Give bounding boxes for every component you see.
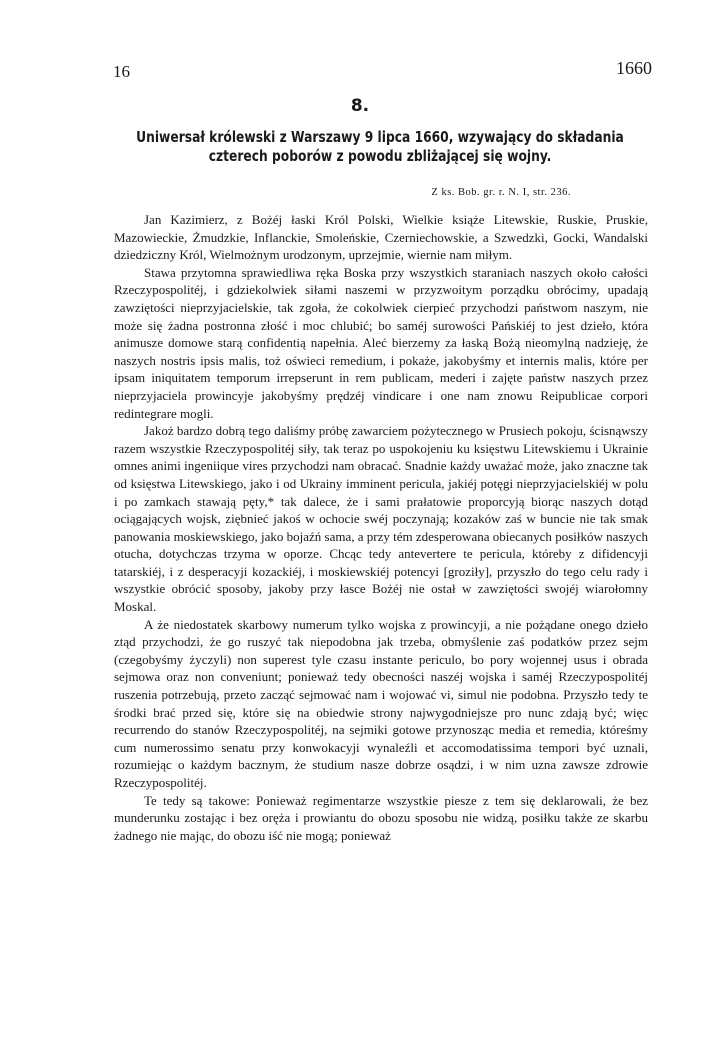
source-citation: Z ks. Bob. gr. r. N. I, str. 236. bbox=[431, 187, 571, 198]
page-number: 16 bbox=[113, 62, 130, 81]
paragraph: Stawa przytomna sprawiedliwa ręka Boska przy wszystkich staraniach naszych około całości Rzeczypospolitéj, i gdziekolwiek siłami naszemi w przyzwoitym porządku obrócimy, upadają zawziętości nieprzyjacielskie, tak zgoła, że cokolwiek cierpieć przychodzi państwom naszym, nie może się żadna postronna złość i moc chlubić; bo saméj surowości Pańskiéj to jest dzieło, która animusze domowe starą confidentią napełnia. Aleć bierzemy za łaską Bożą nieomylną nadzieję, że naszych nostris ipsis malis, toż oświeci remedium, i pokaże, jakobyśmy et internis malis, które per ipsam iniquitatem temporum irrepserunt in rem publicam, mederi i zajęte państw naszych przez nieprzyjaciela prowincyje jakobyśmy prędzéj vindicare i one nam znowu Reipublicae corpori redintegrare mogli. bbox=[114, 264, 648, 421]
paragraph: A że niedostatek skarbowy numerum tylko wojska z prowincyji, a nie pożądane onego dzieło ztąd przychodzi, że go ruszyć tak niepodobna jak trzeba, obmyślenie zaś podatków przez sejm (czegobyśmy życzyli) non superest tyle czasu instante periculo, bo pory wojennej usus i obrada sejmowa oraz non conveniunt; ponieważ tedy obecności naszéj wojska i saméj Rzeczypospolitéj ruszenia potrzebują, przeto zacząć sejmować nam i wojować vi, simul nie podobna. Przyszło tedy te środki brać przed się, które się na obiedwie strony najwygodniejsze pro nunc zdają być; więc recurrendo do stanów Rzeczypospolitéj, na sejmiki gotowe przynosząc media et remedia, któreśmy cum numerossimo senatu przy konwokacyji wynaleźli et accomodatissima tempori być uznali, rozumiejąc o każdym bacznym, że studium nasze dobrze osądzi, i w nim uzna zawsze zdrowie Rzeczypospolitéj. bbox=[114, 616, 648, 790]
document-title: Uniwersał królewski z Warszawy 9 lipca 1660, wzywający do składania czterech poborów z powodu zbliżającej się wojny. bbox=[136, 128, 624, 165]
year-header: 1660 bbox=[616, 58, 652, 78]
paragraph: Jan Kazimierz, z Bożéj łaski Król Polski, Wielkie książe Litewskie, Ruskie, Pruskie, Mazowieckie, Żmudzkie, Inflanckie, Smoleńskie, Czerniechowskie, a Szwedzki, Gocki, Wandalski dziedziczny Król, Wielmożnym urodzonym, uprzejmie, wiernie nam miłym. bbox=[114, 212, 648, 263]
document-number: 8. bbox=[350, 96, 370, 116]
paragraph: Te tedy są takowe: Ponieważ regimentarze wszystkie piesze z tem się deklarowali, że bez munderunku zostając i bez oręża i prowiantu do obozu sposobu nie widzą, posiłku także ze skarbu żadnego nie mając, do obozu iść nie mogą; ponieważ bbox=[114, 792, 648, 843]
document-body bbox=[114, 211, 648, 844]
paragraph: Jakoż bardzo dobrą tego daliśmy próbę zawarciem pożytecznego w Prusiech pokoju, ścisnąwszy razem wszystkie Rzeczypospolitéj siły, tak teraz po uspokojeniu ku księstwu Litewskiemu i Ukrainie omnes animi ingeniique vires przychodzi nam obracać. Snadnie każdy uważać może, jako znaczne tak od księstwa Litewskiego, jako i od Ukrainy imminent pericula, jakiéj potęgi nieprzyjacielskiéj w polu i po zamkach stawają pęty,* tak dalece, że i sami prałatowie proporcyją biorąc naszych dotąd ociągających wojsk, ziębnieć jakoś w ochocie swéj poczynają; kozaków zaś w buncie nie tak smak panowania moskiewskiego, jako bojaźń sama, a przy tém zdesperowana obiecanych posiłków naszych otucha, dotychczas trzyma w oporze. Chcąc tedy antevertere te pericula, któreby z difidencyji tatarskiéj, i z desperacyji kozackiéj, i moskiewskiéj potencyi [groziły], przyszło do tego celu rady i wszystkie obrócić sposoby, jakoby przy łasce Bożéj nie ostał w zawziętości swojéj wiarołomny Moskal. bbox=[114, 423, 648, 615]
